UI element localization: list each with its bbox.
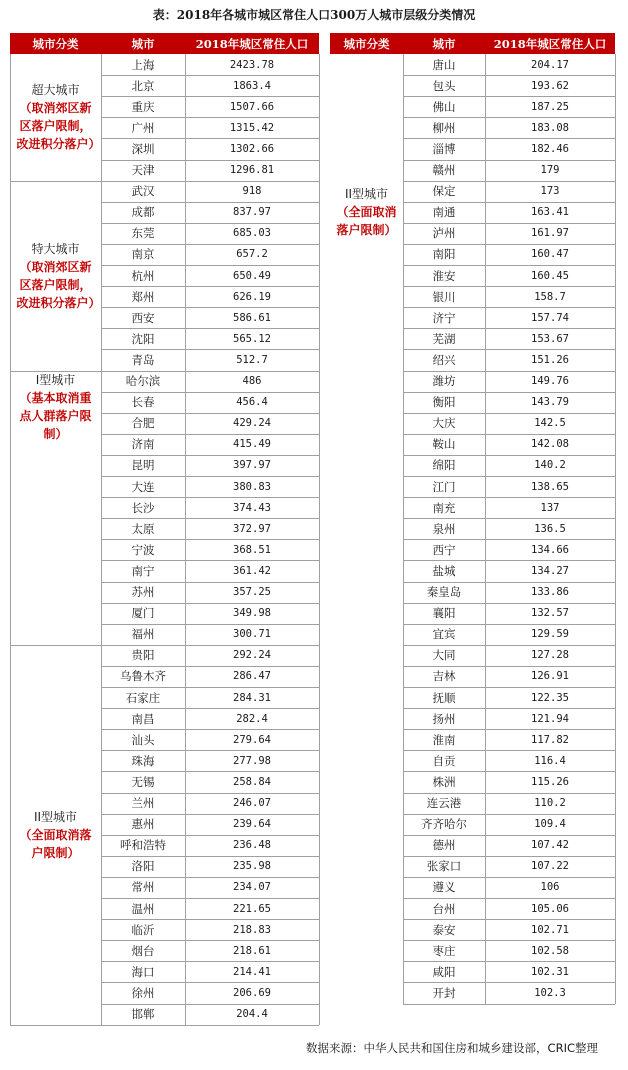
- population-value: 105.06: [531, 902, 569, 915]
- population-value: 140.2: [534, 459, 566, 472]
- city-name: 苏州: [131, 585, 155, 599]
- city-name: 上海: [131, 57, 155, 72]
- city-name: 襄阳: [432, 606, 456, 621]
- city-name: 兰州: [131, 796, 155, 810]
- category-name: 超大城市: [31, 83, 80, 98]
- population-value: 239.64: [233, 818, 271, 831]
- population-value: 685.03: [233, 227, 271, 240]
- city-name: 潍坊: [432, 374, 456, 388]
- column-divider: [319, 54, 320, 1025]
- population-value: 107.42: [531, 839, 569, 852]
- city-name: 南阳: [432, 247, 456, 262]
- city-name: 大连: [131, 479, 155, 494]
- city-name: 东莞: [131, 226, 155, 241]
- population-value: 126.91: [531, 670, 569, 683]
- population-value: 512.7: [236, 353, 268, 366]
- population-value: 206.69: [233, 986, 271, 999]
- city-name: 合肥: [131, 416, 155, 431]
- city-name: 张家口: [426, 859, 462, 874]
- city-name: 惠州: [131, 817, 155, 832]
- category-group: [10, 54, 101, 181]
- population-value: 157.74: [531, 311, 569, 324]
- city-name: 佛山: [432, 99, 456, 114]
- population-value: 657.2: [236, 248, 268, 261]
- city-name: 石家庄: [125, 690, 161, 705]
- header-population: 2018年城区常住人口: [185, 33, 319, 54]
- population-value: 1315.42: [229, 121, 275, 134]
- row-divider: [101, 1025, 319, 1026]
- category-group: [10, 181, 101, 371]
- city-name: 无锡: [131, 774, 155, 789]
- population-value: 137: [540, 501, 560, 514]
- city-name: 大庆: [432, 416, 456, 431]
- city-name: 呼和浩特: [120, 838, 166, 853]
- city-name: 武汉: [131, 184, 155, 199]
- category-policy-note: （基本取消重点人群落户限制）: [19, 390, 92, 441]
- city-name: 昆明: [131, 458, 155, 473]
- city-name: 贵阳: [131, 648, 155, 663]
- population-value: 397.97: [233, 459, 271, 472]
- population-value: 361.42: [233, 564, 271, 577]
- population-value: 486: [242, 375, 262, 387]
- population-value: 109.4: [534, 818, 566, 831]
- category-name: 特大城市: [31, 241, 80, 256]
- city-name: 成都: [131, 205, 155, 220]
- city-name: 淮安: [432, 268, 456, 283]
- city-name: 临沂: [131, 922, 155, 937]
- population-value: 160.47: [531, 248, 569, 261]
- population-value: 279.64: [233, 733, 271, 746]
- data-source-note: 数据来源：中华人民共和国住房和城乡建设部，CRIC整理: [306, 1041, 598, 1055]
- population-value: 214.41: [233, 965, 271, 978]
- population-value: 456.4: [236, 396, 268, 409]
- city-name: 衡阳: [432, 395, 456, 410]
- population-value: 107.22: [531, 860, 569, 873]
- city-name: 青岛: [131, 352, 155, 367]
- city-name: 徐州: [131, 985, 155, 1000]
- city-name: 南京: [131, 247, 155, 262]
- category-group: [10, 645, 101, 1025]
- population-value: 138.65: [531, 480, 569, 493]
- city-name: 汕头: [131, 732, 155, 747]
- population-value: 163.41: [531, 206, 569, 219]
- column-divider: [185, 54, 186, 1025]
- population-value: 143.79: [531, 396, 569, 409]
- city-name: 枣庄: [432, 943, 456, 958]
- population-value: 284.31: [233, 691, 271, 704]
- population-value: 837.97: [233, 206, 271, 219]
- city-name: 绍兴: [432, 352, 456, 367]
- city-name: 哈尔滨: [125, 374, 161, 388]
- category-group: [330, 181, 403, 244]
- city-name: 西安: [131, 310, 155, 325]
- city-name: 南昌: [131, 711, 155, 726]
- city-name: 邯郸: [131, 1007, 155, 1021]
- city-name: 温州: [131, 901, 155, 916]
- city-name: 江门: [432, 479, 456, 494]
- population-value: 918: [242, 185, 262, 198]
- population-value: 153.67: [531, 332, 569, 345]
- city-name: 保定: [432, 184, 456, 199]
- category-policy-note: （取消郊区新区落户限制，改进积分落户）: [16, 259, 101, 310]
- city-name: 台州: [432, 901, 456, 916]
- city-name: 长沙: [131, 500, 155, 515]
- population-value: 102.71: [531, 923, 569, 936]
- population-value: 235.98: [233, 860, 271, 873]
- city-name: 咸阳: [432, 964, 456, 979]
- city-name: 长春: [131, 395, 155, 410]
- population-value: 134.66: [531, 543, 569, 556]
- city-name: 宁波: [131, 542, 155, 557]
- city-name: 太原: [131, 521, 155, 536]
- city-name: 常州: [131, 880, 155, 895]
- city-name: 鞍山: [432, 437, 456, 452]
- population-value: 374.43: [233, 501, 271, 514]
- population-value: 129.59: [531, 628, 569, 641]
- population-value: 187.25: [531, 100, 569, 113]
- population-value: 127.28: [531, 649, 569, 662]
- city-name: 广州: [131, 120, 155, 135]
- city-name: 淄博: [432, 141, 456, 156]
- population-value: 116.4: [534, 754, 566, 767]
- category-name: II型城市: [344, 187, 389, 202]
- population-value: 204.4: [236, 1008, 268, 1020]
- row-divider: [10, 1025, 101, 1026]
- population-value: 246.07: [233, 797, 271, 809]
- population-value: 1296.81: [229, 164, 275, 176]
- city-name: 北京: [131, 78, 155, 93]
- population-value: 277.98: [233, 754, 271, 767]
- population-value: 221.65: [233, 902, 271, 915]
- table-title: 表：2018年各城市城区常住人口300万人城市层级分类情况: [152, 8, 476, 22]
- header-population: 2018年城区常住人口: [485, 33, 615, 54]
- population-value: 122.35: [531, 691, 569, 704]
- population-value: 300.71: [233, 628, 271, 641]
- population-value: 142.5: [534, 417, 566, 430]
- city-name: 西宁: [432, 542, 456, 557]
- city-name: 福州: [131, 627, 155, 642]
- column-divider: [10, 54, 11, 1025]
- city-name: 自贡: [432, 753, 456, 768]
- population-value: 115.26: [531, 775, 569, 788]
- population-value: 236.48: [233, 839, 271, 852]
- population-value: 132.57: [531, 607, 569, 620]
- city-name: 抚顺: [432, 690, 456, 705]
- city-name: 珠海: [131, 753, 155, 768]
- column-divider: [101, 54, 102, 1025]
- population-value: 565.12: [233, 332, 271, 345]
- population-value: 1507.66: [229, 100, 275, 113]
- city-name: 深圳: [131, 141, 155, 156]
- city-name: 银川: [432, 289, 456, 304]
- population-value: 1863.4: [233, 79, 271, 92]
- population-value: 193.62: [531, 79, 569, 92]
- population-value: 121.94: [531, 712, 569, 725]
- category-name: I型城市: [35, 372, 76, 387]
- population-value: 102.31: [531, 965, 569, 978]
- header-city: 城市: [403, 33, 485, 54]
- population-value: 102.58: [531, 944, 569, 957]
- city-name: 齐齐哈尔: [421, 817, 467, 832]
- population-value: 218.83: [233, 923, 271, 936]
- population-value: 357.25: [233, 586, 271, 598]
- header-city: 城市: [101, 33, 185, 54]
- city-name: 天津: [131, 163, 155, 177]
- city-name: 吉林: [432, 669, 456, 684]
- city-name: 沈阳: [131, 331, 155, 346]
- population-value: 429.24: [233, 417, 271, 430]
- city-name: 泸州: [432, 226, 456, 241]
- population-value: 182.46: [531, 142, 569, 155]
- city-name: 南宁: [131, 563, 155, 578]
- population-value: 282.4: [236, 712, 268, 725]
- population-value: 372.97: [233, 522, 271, 535]
- city-name: 泰安: [432, 922, 456, 937]
- city-name: 杭州: [131, 268, 155, 283]
- population-value: 368.51: [233, 543, 271, 556]
- category-policy-note: （全面取消落户限制）: [19, 827, 92, 860]
- city-name: 扬州: [432, 711, 456, 726]
- city-name: 烟台: [131, 943, 155, 958]
- row-divider: [403, 1004, 615, 1005]
- city-name: 遵义: [432, 880, 456, 895]
- column-divider: [615, 54, 616, 1004]
- population-value: 179: [540, 164, 560, 176]
- city-name: 德州: [432, 838, 456, 853]
- city-name: 株洲: [432, 774, 456, 789]
- city-name: 绵阳: [432, 458, 456, 473]
- population-value: 117.82: [531, 733, 569, 746]
- city-name: 乌鲁木齐: [120, 669, 166, 684]
- city-name: 柳州: [432, 120, 456, 135]
- population-value: 380.83: [233, 480, 271, 493]
- city-name: 秦皇岛: [426, 585, 462, 599]
- city-name: 芜湖: [432, 331, 456, 346]
- header-category: 城市分类: [330, 33, 403, 54]
- category-group: [10, 371, 101, 645]
- population-value: 133.86: [531, 586, 569, 598]
- population-value: 110.2: [534, 797, 566, 809]
- population-value: 149.76: [531, 375, 569, 387]
- city-name: 海口: [131, 964, 155, 979]
- category-policy-note: （取消郊区新区落户限制，改进积分落户）: [16, 101, 101, 152]
- column-divider: [485, 54, 486, 1004]
- population-value: 106: [540, 881, 560, 894]
- population-value: 151.26: [531, 353, 569, 366]
- population-value: 142.08: [531, 438, 569, 451]
- city-name: 南充: [432, 500, 456, 515]
- city-name: 唐山: [432, 57, 456, 72]
- population-value: 650.49: [233, 269, 271, 282]
- population-value: 586.61: [233, 311, 271, 324]
- population-value: 102.3: [534, 986, 566, 999]
- population-value: 626.19: [233, 290, 271, 303]
- population-value: 161.97: [531, 227, 569, 240]
- population-value: 349.98: [233, 607, 271, 620]
- population-value: 173: [540, 185, 560, 198]
- population-value: 234.07: [233, 881, 271, 894]
- category-policy-note: （全面取消落户限制）: [336, 205, 397, 238]
- city-name: 大同: [432, 648, 456, 663]
- city-name: 泉州: [432, 521, 456, 536]
- population-value: 415.49: [233, 438, 271, 451]
- header-category: 城市分类: [10, 33, 101, 54]
- population-value: 183.08: [531, 121, 569, 134]
- city-name: 重庆: [131, 99, 155, 114]
- city-name: 厦门: [131, 606, 155, 621]
- city-name: 开封: [432, 985, 456, 1000]
- population-value: 292.24: [233, 649, 271, 662]
- city-name: 济南: [131, 437, 155, 452]
- city-name: 淮南: [432, 732, 456, 747]
- population-value: 286.47: [233, 670, 271, 683]
- population-value: 258.84: [233, 775, 271, 788]
- population-value: 134.27: [531, 564, 569, 577]
- city-name: 郑州: [131, 289, 155, 304]
- city-name: 洛阳: [131, 859, 155, 874]
- city-name: 盐城: [432, 563, 456, 578]
- population-value: 204.17: [531, 58, 569, 71]
- city-name: 包头: [432, 78, 456, 93]
- population-value: 218.61: [233, 944, 271, 957]
- population-value: 1302.66: [229, 142, 275, 155]
- city-name: 连云港: [426, 796, 462, 810]
- population-value: 158.7: [534, 290, 566, 303]
- population-value: 136.5: [534, 522, 566, 535]
- population-value: 2423.78: [229, 58, 275, 71]
- city-name: 赣州: [432, 163, 456, 177]
- city-name: 济宁: [432, 310, 456, 325]
- column-divider: [403, 54, 404, 1004]
- city-name: 宜宾: [432, 627, 456, 642]
- city-name: 南通: [432, 205, 456, 220]
- category-name: II型城市: [33, 809, 78, 824]
- population-value: 160.45: [531, 269, 569, 282]
